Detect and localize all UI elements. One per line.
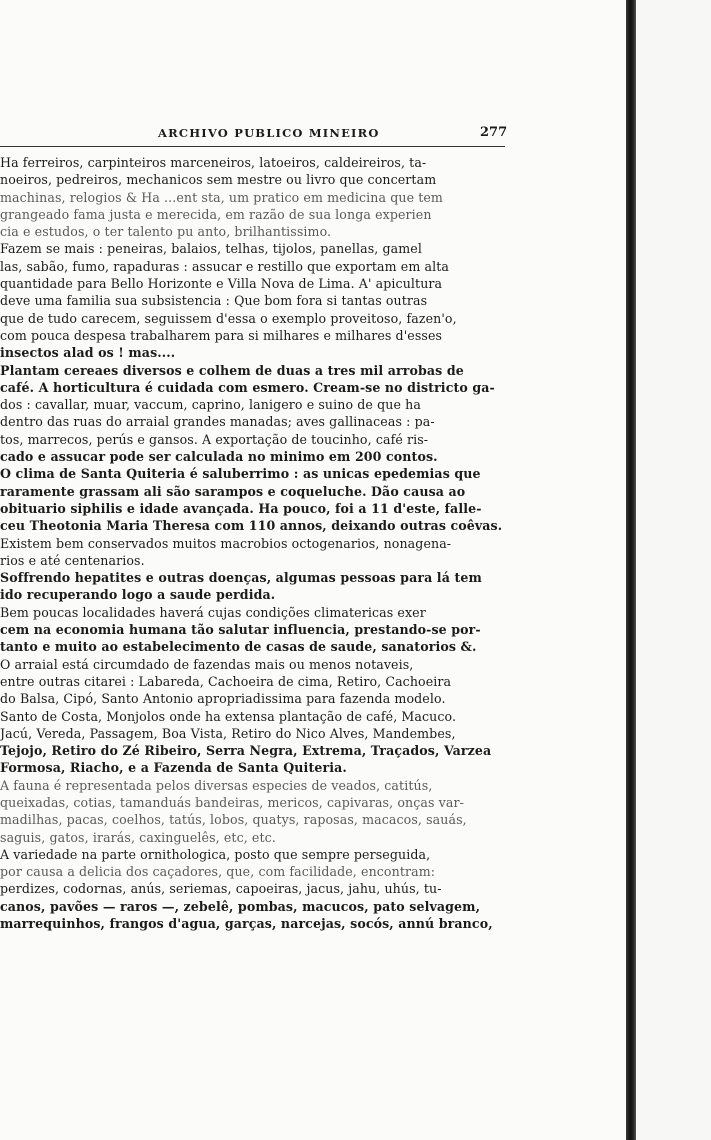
text-line: Tejojo, Retiro do Zé Ribeiro, Serra Negra, Extrema, Traçados, Varzea <box>0 743 492 759</box>
text-line: tanto e muito ao estabelecimento de casas de saude, sanatorios &. <box>0 639 477 655</box>
text-line: las, sabão, fumo, rapaduras : assucar e restillo que exportam em alta <box>0 258 449 274</box>
text-line: ceu Theotonia Maria Theresa com 110 annos, deixando outras coêvas. <box>0 518 503 534</box>
text-line: perdizes, codornas, anús, seriemas, capoeiras, jacus, jahu, uhús, tu- <box>0 881 442 897</box>
text-line: raramente grassam ali são sarampos e coqueluche. Dão causa ao <box>0 483 466 499</box>
text-line: Bem poucas localidades haverá cujas condições climatericas exer <box>0 604 426 620</box>
text-line: grangeado fama justa e merecida, em razão de sua longa experien <box>0 206 432 222</box>
text-line: cem na economia humana tão salutar influencia, prestando-se por- <box>0 622 481 638</box>
text-line: noeiros, pedreiros, mechanicos sem mestre ou livro que concertam <box>0 172 437 188</box>
text-line: do Balsa, Cipó, Santo Antonio apropriadissima para fazenda modelo. <box>0 691 446 707</box>
page-number: 277 <box>480 125 508 140</box>
text-line: deve uma familia sua subsistencia : Que bom fora si tantas outras <box>0 293 428 309</box>
text-line: A variedade na parte ornithologica, posto que sempre perseguida, <box>0 846 431 862</box>
text-line: dentro das ruas do arraial grandes manadas; aves gallinaceas : pa- <box>0 414 435 430</box>
text-line: Santo de Costa, Monjolos onde ha extensa plantação de café, Macuco. <box>0 708 457 724</box>
text-line: Fazem se mais : peneiras, balaios, telhas, tijolos, panellas, gamel <box>0 241 422 257</box>
text-line: cia e estudos, o ter talento pu anto, brilhantissimo. <box>0 224 332 240</box>
book-binding-edge <box>626 0 636 1140</box>
text-line: cado e assucar pode ser calculada no minimo em 200 contos. <box>0 449 438 465</box>
text-line: tos, marrecos, perús e gansos. A exportação de toucinho, café ris- <box>0 431 429 447</box>
text-line: madilhas, pacas, coelhos, tatús, lobos, quatys, raposas, macacos, sauás, <box>0 812 467 828</box>
text-line: obituario siphilis e idade avançada. Ha pouco, foi a 11 d'este, falle- <box>0 500 482 516</box>
text-line: insectos alad os ! mas.... <box>0 345 176 361</box>
page-margin <box>636 0 711 1140</box>
text-line: queixadas, cotias, tamanduás bandeiras, mericos, capivaras, onças var- <box>0 794 464 810</box>
text-line: Soffrendo hepatites e outras doenças, algumas pessoas para lá tem <box>0 570 482 586</box>
text-line: O clima de Santa Quiteria é saluberrimo : as unicas epedemias que <box>0 466 481 482</box>
text-line: que de tudo carecem, seguissem d'essa o exemplo proveitoso, fazen'o, <box>0 310 457 326</box>
text-line: marrequinhos, frangos d'agua, garças, narcejas, socós, annú branco, <box>0 916 493 932</box>
text-line: café. A horticultura é cuidada com esmero. Cream-se no districto ga- <box>0 379 495 395</box>
text-line: Existem bem conservados muitos macrobios octogenarios, nonagena- <box>0 535 452 551</box>
text-line: machinas, relogios & Ha ...ent sta, um pratico em medicina que tem <box>0 189 443 205</box>
text-line: entre outras citarei : Labareda, Cachoeira de cima, Retiro, Cachoeira <box>0 673 452 689</box>
text-line: Plantam cereaes diversos e colhem de duas a tres mil arrobas de <box>0 362 464 378</box>
header-rule <box>0 146 505 147</box>
text-line: rios e até centenarios. <box>0 552 145 568</box>
text-line: saguis, gatos, irarás, caxinguelês, etc, etc. <box>0 829 276 845</box>
text-line: Formosa, Riacho, e a Fazenda de Santa Quiteria. <box>0 760 347 776</box>
text-line: dos : cavallar, muar, vaccum, caprino, lanigero e suino de que ha <box>0 397 421 413</box>
page-header <box>0 124 520 146</box>
text-line: Ha ferreiros, carpinteiros marceneiros, latoeiros, caldeireiros, ta- <box>0 155 427 170</box>
text-line: O arraial está circumdado de fazendas mais ou menos notaveis, <box>0 656 414 672</box>
text-line: Jacú, Vereda, Passagem, Boa Vista, Retiro do Nico Alves, Mandembes, <box>0 725 456 741</box>
body-text <box>0 154 505 932</box>
text-line: por causa a delicia dos caçadores, que, com facilidade, encontram: <box>0 864 436 880</box>
text-line: ido recuperando logo a saude perdida. <box>0 587 276 603</box>
text-line: quantidade para Bello Horizonte e Villa Nova de Lima. A' apicultura <box>0 276 443 292</box>
running-title: ARCHIVO PUBLICO MINEIRO <box>158 126 380 140</box>
text-line: canos, pavões — raros —, zebelê, pombas, macucos, pato selvagem, <box>0 898 481 914</box>
text-line: A fauna é representada pelos diversas especies de veados, catitús, <box>0 777 433 793</box>
text-line: com pouca despesa trabalharem para si milhares e milhares d'esses <box>0 327 443 343</box>
